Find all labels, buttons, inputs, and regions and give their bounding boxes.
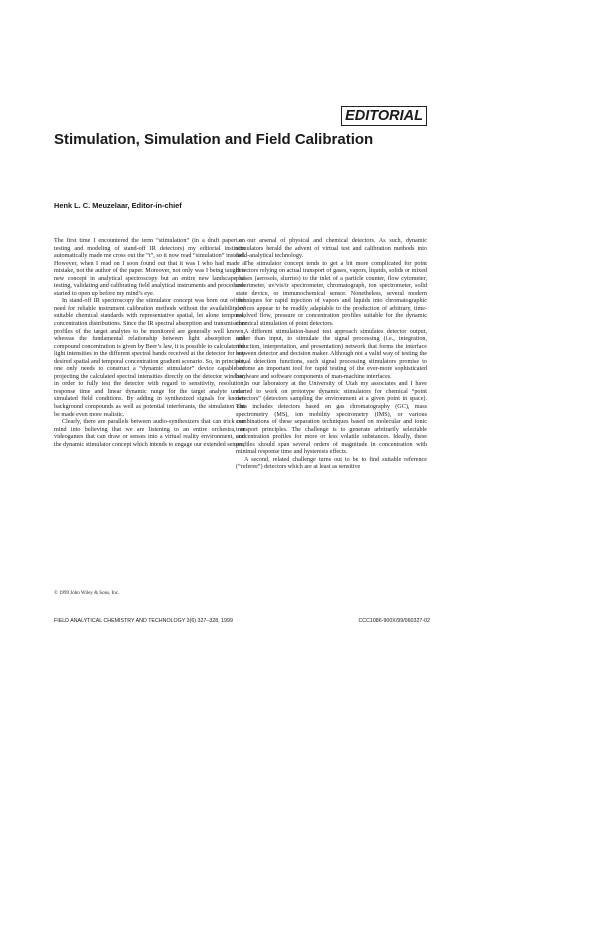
body-column-left <box>54 238 245 449</box>
paragraph: A second, related challenge turns out to be to find suitable reference (“referee”) detectors which are at least as sensitive <box>236 456 427 471</box>
journal-citation: FIELD ANALYTICAL CHEMISTRY AND TECHNOLOGY 3(6) 327–328, 1999 <box>54 618 233 624</box>
paragraph: Clearly, there are parallels between audio-synthesizers that can trick our mind into believing that we are listening to an entire orchestra, or videogames that can draw or senses into a virtual reality environment, and the dynamic stimulator concept which intends to engage our extended senses, <box>54 419 245 448</box>
article-title: Stimulation, Simulation and Field Calibration <box>54 131 374 148</box>
paragraph: In stand-off IR spectroscopy the stimulator concept was born out of the need for reliable instrument calibration methods without the availability of suitable chemical standards with representative spatial, let alone temporal, concentration distributions. Since the IR spectral absorption and transmission profiles of the target analytes to be monitored are generally well known, whereas the fundamental relationship between light absorption and compound concentration is given by Beer’s law, it is possible to calculate the light intensities in the different spectral bands received at the detector for any desired spatial and temporal concentration gradient scenario. So, in principle, one only needs to construct a “dynamic stimulator” device capable of projecting the calculated spectral intensities directly on the detector window, in order to fully test the detector with regard to sensitivity, resolution, response time and linear dynamic range for the target analyte under simulated field conditions. By adding in synthesized signals for known background compounds as well as potential interferants, the simulation can be made even more realistic. <box>54 298 245 418</box>
author-line: Henk L. C. Meuzelaar, Editor-in-chief <box>54 201 182 210</box>
article-code: CCC1086-900X/99/060327-02 <box>358 618 430 624</box>
paragraph: The first time I encountered the term “stimulation” (in a draft paper on testing and modeling of stand-off IR detectors) my editorial instincts automatically made me cross out the “t”, so it now read “simulation” instead. However, when I read on I soon found out that it was I who had made a mistake, not the author of the paper. Moreover, not only was I being taught a new concept in analytical spectroscopy but an entire new landscape of testing, validating and calibrating field analytical instruments and procedures started to open up before my mind’s eye. <box>54 238 245 297</box>
paragraph: A different stimulation-based test approach simulates detector output, rather than input, to stimulate the signal processing (i.e., integration, reduction, interpretation, and presentation) network that forms the interface between detector and decision maker. Although not a valid way of testing the actual detection functions, such signal processing stimulators promise to become an important tool for rapid testing of the ever-more sophisticated hardware and software components of man-machine interfaces. <box>236 328 427 380</box>
page-footer <box>54 617 430 627</box>
copyright-notice: © 1999 John Wiley & Sons, Inc. <box>54 591 120 596</box>
editorial-label: EDITORIAL <box>341 106 427 126</box>
paragraph: In our laboratory at the University of Utah my associates and I have started to work on prototype dynamic stimulators for chemical “point detectors” (detectors sampling the environment at a given point in space). This includes detectors based on gas chromatography (GC), mass spectrometry (MS), ion mobility spectrometry (IMS), or various combinations of these separation techniques based on molecular and ionic transport principles. The challenge is to generate arbitrarily selectable concentration profiles for more or less volatile substances. Ideally, these profiles should span several orders of magnitude in concentration with minimal response time and hysteresis effects. <box>236 381 427 456</box>
body-column-right <box>236 238 427 472</box>
paragraph: The stimulator concept tends to get a bit more complicated for point detectors relying on actual transport of gases, vapors, liquids, solids or mixed phases (aerosols, slurries) to the inlet of a particle counter, flow cytometer, colorimeter, uv/vis/ir spectrometer, chromatograph, ion spectrometer, solid state device, or immunochemical sensor. Nonetheless, several modern techniques for rapid injection of vapors and liquids into chromatographic devices appear to be readily adaptable to the production of arbitrary, time-resolved flow, pressure or concentration profiles suitable for the dynamic chemical stimulation of point detectors. <box>236 260 427 328</box>
paragraph: i.e. our arsenal of physical and chemical detectors. As such, dynamic stimulators herald the advent of virtual test and calibration methods into field-analytical technology. <box>236 238 427 260</box>
